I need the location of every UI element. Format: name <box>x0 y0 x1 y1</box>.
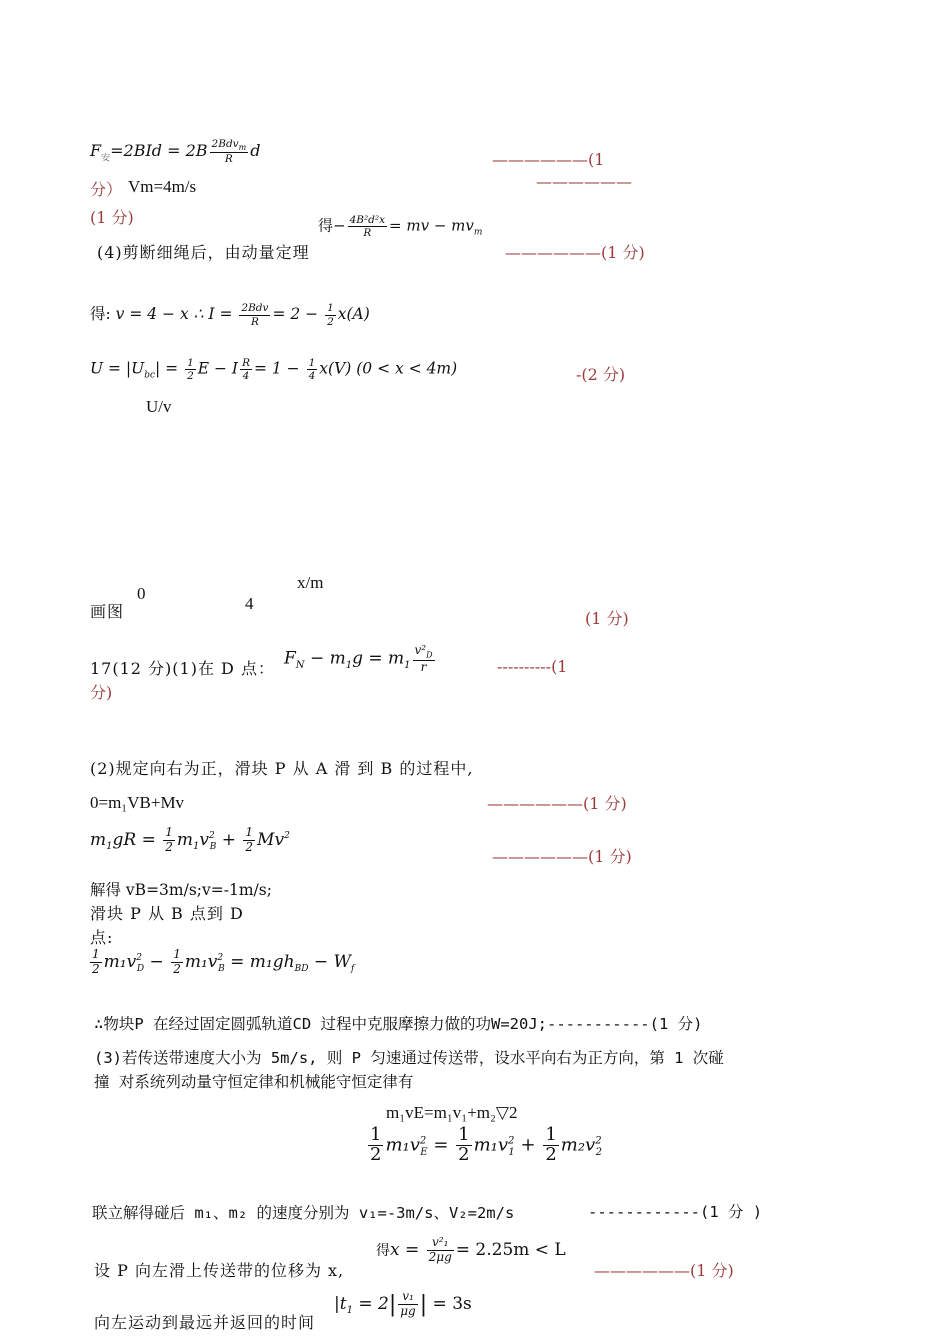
draw-label: 画图 <box>90 602 125 621</box>
time-text: 向左运动到最远并返回的时间 <box>94 1313 316 1332</box>
momentum-conservation: 0=m₁VB+Mv <box>90 793 185 812</box>
b-to-d-text: 滑块 P 从 B 点到 D <box>90 904 244 923</box>
score-mark: ——————(1 分) <box>594 1261 734 1280</box>
q17-equation: $F_N - m_1g = m_1$ $\frac{v^2_D}{r}$ <box>284 643 433 674</box>
collision-momentum: m₁vE=m₁v₁+m₂▽2 <box>386 1103 518 1122</box>
time-equation: $|t_1 = 2|$ $\frac{\text{v₁}}{\mu g}$ | = 3s <box>334 1289 472 1318</box>
energy-equation: $m_1gR$ = $\frac{1}{2}$ $m_1v^2_B$ + $\frac{1}{2}$ Mv$^2$ <box>90 825 290 854</box>
displacement-equation: 得x = $\frac{\text{v²₁}}{2\mu g}$ = 2.25m < L <box>376 1235 566 1264</box>
after-collision-text: 联立解得碰后 m₁、m₂ 的速度分别为 v₁=-3m/s、V₂=2m/s <box>92 1204 515 1222</box>
force-equation: $F_安=2BId = 2B$ $\frac{2Bdv_m}{R}$ d <box>90 138 261 166</box>
score-mark: ——————(1 分) <box>505 243 645 262</box>
q17-heading: 17(12 分)(1)在 D 点： <box>90 659 275 678</box>
displacement-text: 设 P 向左滑上传送带的位移为 x, <box>94 1261 345 1280</box>
score-mark: 分) <box>90 683 113 702</box>
axis-tick-zero: 0 <box>137 584 146 603</box>
score-mark: (1 分) <box>585 609 629 628</box>
vm-result: Vm=4m/s <box>128 177 197 196</box>
work-energy-equation: $\frac{1}{2}$ $m_1v^2_D$ − $\frac{1}{2}$ $m_1v^2_B = m_1gh_{BD} - W_f$ <box>92 947 355 976</box>
axis-tick-four: 4 <box>245 594 254 613</box>
part3-line1: (3)若传送带速度大小为 5m/s, 则 P 匀速通过传送带，设水平向右为正方向，第 1 次碰 <box>94 1049 724 1067</box>
work-conclusion: ∴物块P 在经过固定圆弧轨道CD 过程中克服摩擦力做的功W=20J;-----------(1 分) <box>94 1015 703 1033</box>
score-mark: ——————(1 分) <box>487 794 627 813</box>
part3-line2: 撞 对系统列动量守恒定律和机械能守恒定律有 <box>94 1073 414 1091</box>
score-mark: ——————(1 <box>492 150 605 169</box>
score-mark: (1 分) <box>90 208 134 227</box>
part4-text: (4)剪断细绳后，由动量定理 <box>97 243 310 262</box>
score-dash: —————— <box>536 172 632 191</box>
voltage-equation: $U = |U_{bc}|$ = $\frac{1}{2}$ E − I $\frac{R}{4}$ = 1 − $\frac{1}{4}$ x(V) (0 < x < 4m) <box>90 357 458 383</box>
score-mark: ----------(1 <box>497 657 568 676</box>
score-mark: ------------(1 分 ) <box>588 1203 763 1221</box>
part2-text: (2)规定向右为正，滑块 P 从 A 滑 到 B 的过程中, <box>90 759 474 778</box>
momentum-equation: 得− $\frac{\text{4B²d²x}}{R}$ = mv − $mv_m$ <box>318 214 483 240</box>
score-mark: ——————(1 分) <box>492 847 632 866</box>
score-mark: -(2 分) <box>576 365 626 384</box>
score-mark: 分） <box>90 180 123 199</box>
axis-label-x: x/m <box>297 573 324 592</box>
velocity-equation: 得: v = 4 − x ∴ I = $\frac{\text{2Bdv}}{R}$ = 2 − $\frac{1}{2}$ x(A) <box>90 302 370 328</box>
b-to-d-text-2: 点: <box>90 928 114 947</box>
axis-label-u: U/v <box>146 397 172 416</box>
kinetic-energy-equation: $\frac{1}{2}$ $m_1v^2_E$ = $\frac{1}{2}$ $m_1v^2_1$ + $\frac{1}{2}$ $m_2v^2_2$ <box>370 1124 602 1165</box>
solution-text: 解得 vB=3m/s;v=-1m/s; <box>90 881 272 899</box>
